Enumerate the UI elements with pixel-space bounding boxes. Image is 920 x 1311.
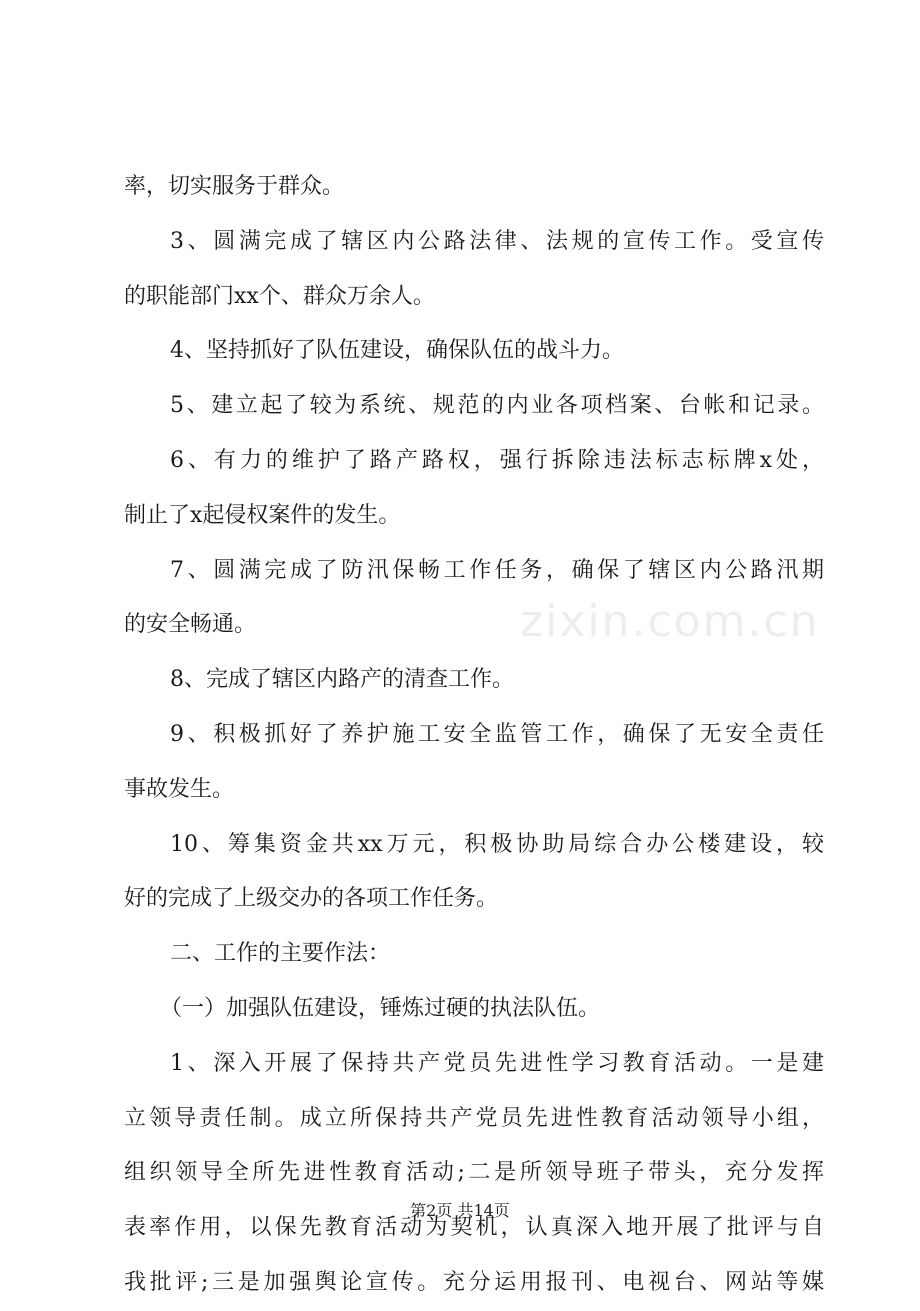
page-footer: 第2页 共14页: [410, 1201, 510, 1220]
paragraph-line: 4、坚持抓好了队伍建设，确保队伍的战斗力。: [170, 338, 624, 364]
paragraph-line: 1、深入开展了保持共产党员先进性学习教育活动。一是建: [170, 1050, 824, 1076]
paragraph-line: 6、有力的维护了路产路权，强行拆除违法标志标牌x处，: [170, 447, 824, 473]
section-heading: 二、工作的主要作法：: [170, 941, 391, 967]
paragraph-line: 8、完成了辖区内路产的清查工作。: [170, 667, 514, 693]
paragraph-line: 的安全畅通。: [124, 612, 257, 638]
subsection-heading: （一）加强队伍建设，锤炼过硬的执法队伍。: [160, 995, 601, 1021]
paragraph-line: 表率作用，以保先教育活动为契机，认真深入地开展了批评与自: [124, 1215, 824, 1241]
paragraph-line: 立领导责任制。成立所保持共产党员先进性教育活动领导小组，: [124, 1105, 824, 1131]
paragraph-line: 率，切实服务于群众。: [124, 174, 345, 199]
paragraph-line: 制止了x起侵权案件的发生。: [124, 502, 401, 528]
paragraph-line: 9、积极抓好了养护施工安全监管工作，确保了无安全责任: [170, 721, 824, 747]
paragraph-line: 5、建立起了较为系统、规范的内业各项档案、台帐和记录。: [170, 393, 824, 419]
paragraph-line: 10、筹集资金共xx万元，积极协助局综合办公楼建设，较: [170, 831, 824, 857]
paragraph-line: 7、圆满完成了防汛保畅工作任务，确保了辖区内公路汛期: [170, 557, 824, 583]
paragraph-line: 3、圆满完成了辖区内公路法律、法规的宣传工作。受宣传: [170, 228, 824, 254]
paragraph-line: 好的完成了上级交办的各项工作任务。: [124, 886, 499, 912]
watermark: zixin.com.cn: [520, 596, 820, 647]
paragraph-line: 组织领导全所先进性教育活动;二是所领导班子带头，充分发挥: [124, 1160, 824, 1186]
paragraph-line: 事故发生。: [124, 776, 235, 802]
document-body: [124, 160, 824, 1311]
paragraph-line: 我批评;三是加强舆论宣传。充分运用报刊、电视台、网站等媒: [124, 1269, 824, 1295]
paragraph-line: 的职能部门xx个、群众万余人。: [124, 283, 435, 309]
